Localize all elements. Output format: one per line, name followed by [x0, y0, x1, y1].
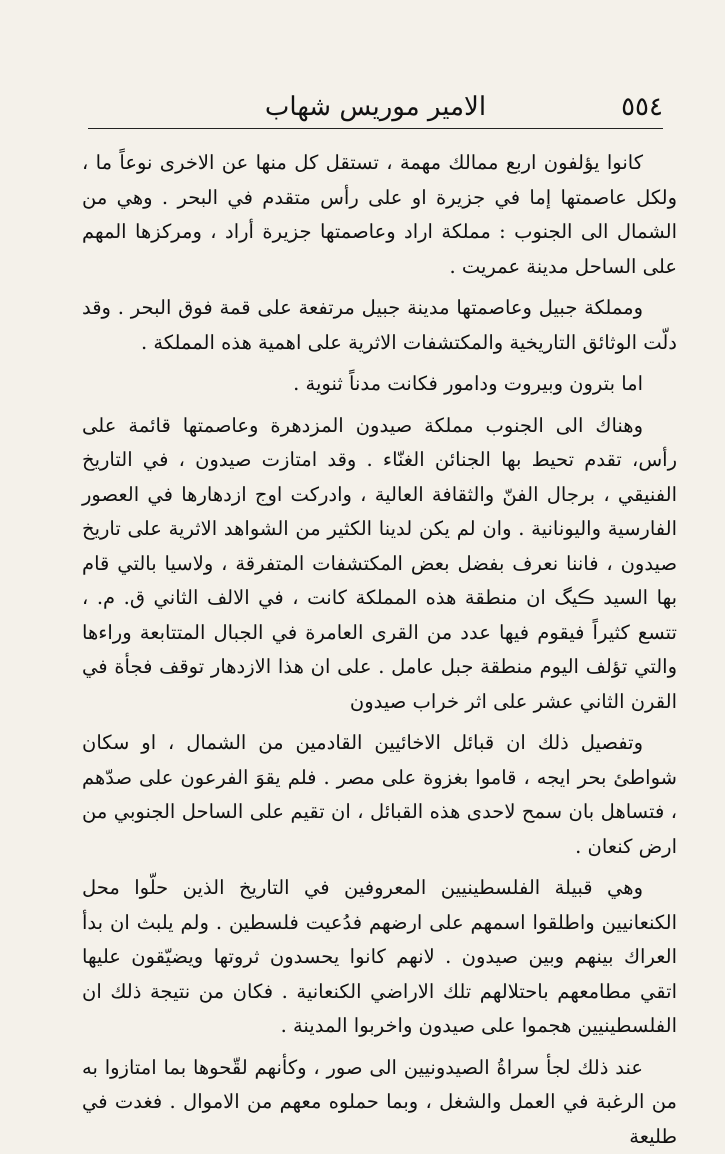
running-title: الامير موريس شهاب — [265, 92, 486, 122]
page-number: ٥٥٤ — [621, 92, 663, 122]
paragraph: عند ذلك لجأ سراةُ الصيدونيين الى صور ، وكأنهم لقّحوها بما امتازوا به من الرغبة في العمل والشغل ، وبما حملوه معهم من الاموال . فغدت في طليعة — [82, 1051, 677, 1154]
paragraph: وهناك الى الجنوب مملكة صيدون المزدهرة وعاصمتها قائمة على رأس، تقدم تحيط بها الجنائن الغنّاء . وقد امتازت صيدون ، في التاريخ الفنيقي ، برجال الفنّ والثقافة العالية ، وادركت اوج ازدهارها في العصور الفارسية واليونانية . وان لم يكن لدينا الكثير من الشواهد الاثرية على تاريخ صيدون ، فاننا نعرف بفضل بعض المكتشفات المتفرقة ، ولاسيا بالتي قام بها السيد ڪيگ ان منطقة هذه المملكة كانت ، في الالف الثاني ق. م. ، تتسع كثيراً فيقوم فيها عدد من القرى العامرة في الجبال المتتابعة وراءها والتي تؤلف اليوم منطقة جبل عامل . على ان هذا الازدهار توقف فجأة في القرن الثاني عشر على اثر خراب صيدون — [82, 409, 677, 720]
page-header — [88, 88, 663, 129]
paragraph: وتفصيل ذلك ان قبائل الاخائيين القادمين من الشمال ، او سكان شواطئ بحر ايجه ، قاموا بغزوة على مصر . فلم يقوَ الفرعون على صدّهم ، فتساهل بان سمح لاحدى هذه القبائل ، ان تقيم على الساحل الجنوبي من ارض كنعان . — [82, 726, 677, 864]
paragraph: كانوا يؤلفون اربع ممالك مهمة ، تستقل كل منها عن الاخرى نوعاً ما ، ولكل عاصمتها إما في جزيرة او على رأس متقدم في البحر . وهي من الشمال الى الجنوب : مملكة اراد وعاصمتها جزيرة أراد ، ومركزها المهم على الساحل مدينة عمريت . — [82, 146, 677, 284]
paragraph: وهي قبيلة الفلسطينيين المعروفين في التاريخ الذين حلّوا محل الكنعانيين واطلقوا اسمهم على ارضهم فدُعيت فلسطين . ولم يلبث ان بدأ العراك بينهم وبين صيدون . لانهم كانوا يحسدون ثروتها ويضيّقون عليها اتقي مطامعهم باحتلالهم تلك الاراضي الكنعانية . فكان من نتيجة ذلك ان الفلسطينيين هجموا على صيدون واخربوا المدينة . — [82, 871, 677, 1044]
body-text — [82, 146, 677, 1048]
paragraph: اما بترون وبيروت ودامور فكانت مدناً ثنوية . — [82, 367, 677, 402]
paragraph: ومملكة جبيل وعاصمتها مدينة جبيل مرتفعة على قمة فوق البحر . وقد دلّت الوثائق التاريخية والمكتشفات الاثرية على اهمية هذه المملكة . — [82, 291, 677, 360]
